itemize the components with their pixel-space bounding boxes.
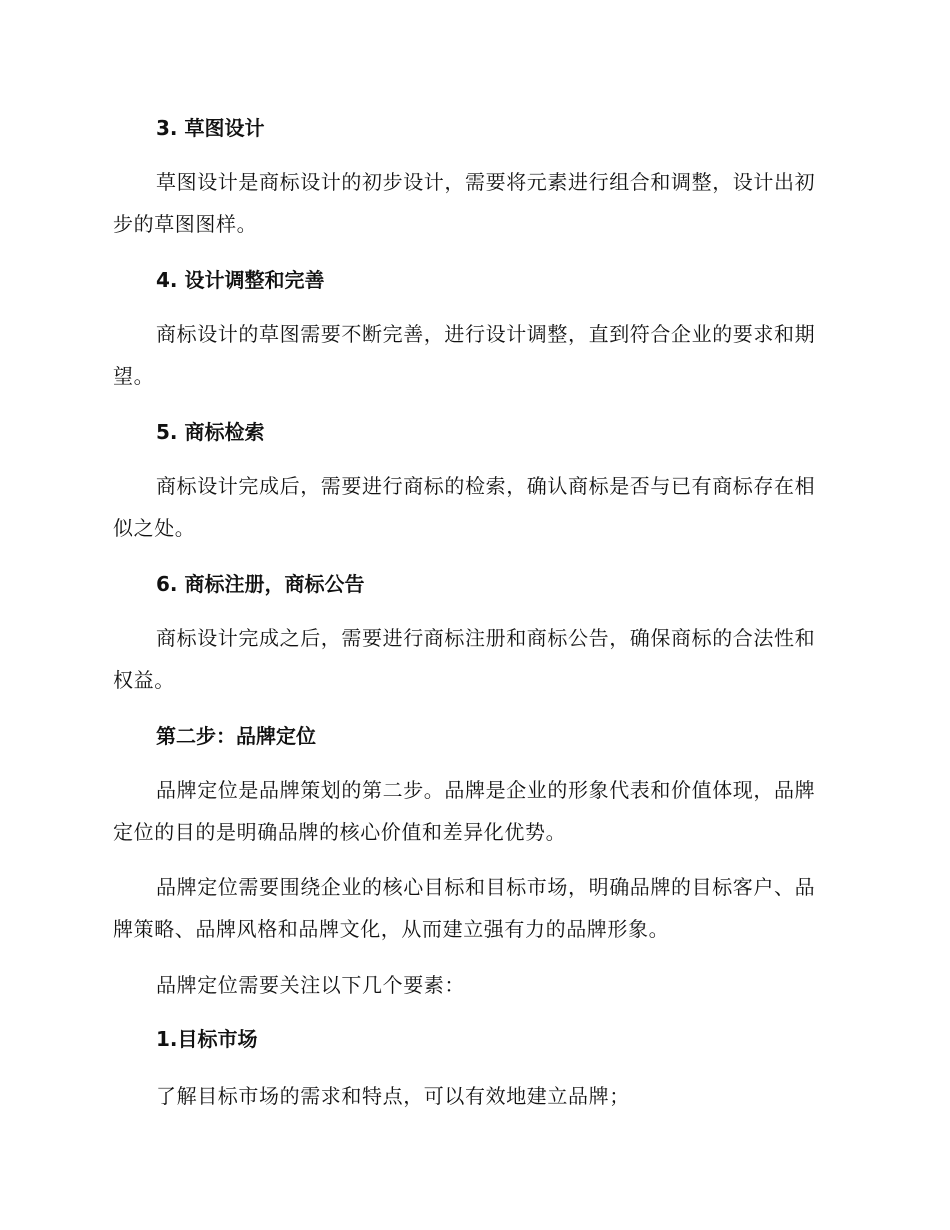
subsection-heading-target-market: 1.目标市场 <box>156 1027 258 1051</box>
section-body-trademark-registration: 商标设计完成之后，需要进行商标注册和商标公告，确保商标的合法性和权益。 <box>113 626 816 692</box>
section-heading-trademark-search: 5. 商标检索 <box>156 420 265 444</box>
step2-paragraph-2: 品牌定位需要围绕企业的核心目标和目标市场，明确品牌的目标客户、品牌策略、品牌风格和品牌文化，从而建立强有力的品牌形象。 <box>113 875 816 941</box>
subsection-body-target-market: 了解目标市场的需求和特点，可以有效地建立品牌； <box>156 1084 630 1108</box>
step2-paragraph-1: 品牌定位是品牌策划的第二步。品牌是企业的形象代表和价值体现，品牌定位的目的是明确品牌的核心价值和差异化优势。 <box>113 778 816 844</box>
section-body-sketch-design: 草图设计是商标设计的初步设计，需要将元素进行组合和调整，设计出初步的草图图样。 <box>113 170 816 236</box>
step2-paragraph-3: 品牌定位需要关注以下几个要素： <box>156 973 465 997</box>
section-heading-sketch-design: 3. 草图设计 <box>156 116 265 140</box>
section-body-design-adjustment: 商标设计的草图需要不断完善，进行设计调整，直到符合企业的要求和期望。 <box>113 322 816 388</box>
section-body-trademark-search: 商标设计完成后，需要进行商标的检索，确认商标是否与已有商标存在相似之处。 <box>113 474 816 540</box>
section-heading-design-adjustment: 4. 设计调整和完善 <box>156 268 325 292</box>
section-heading-trademark-registration: 6. 商标注册，商标公告 <box>156 572 365 596</box>
step2-heading: 第二步：品牌定位 <box>156 724 316 748</box>
